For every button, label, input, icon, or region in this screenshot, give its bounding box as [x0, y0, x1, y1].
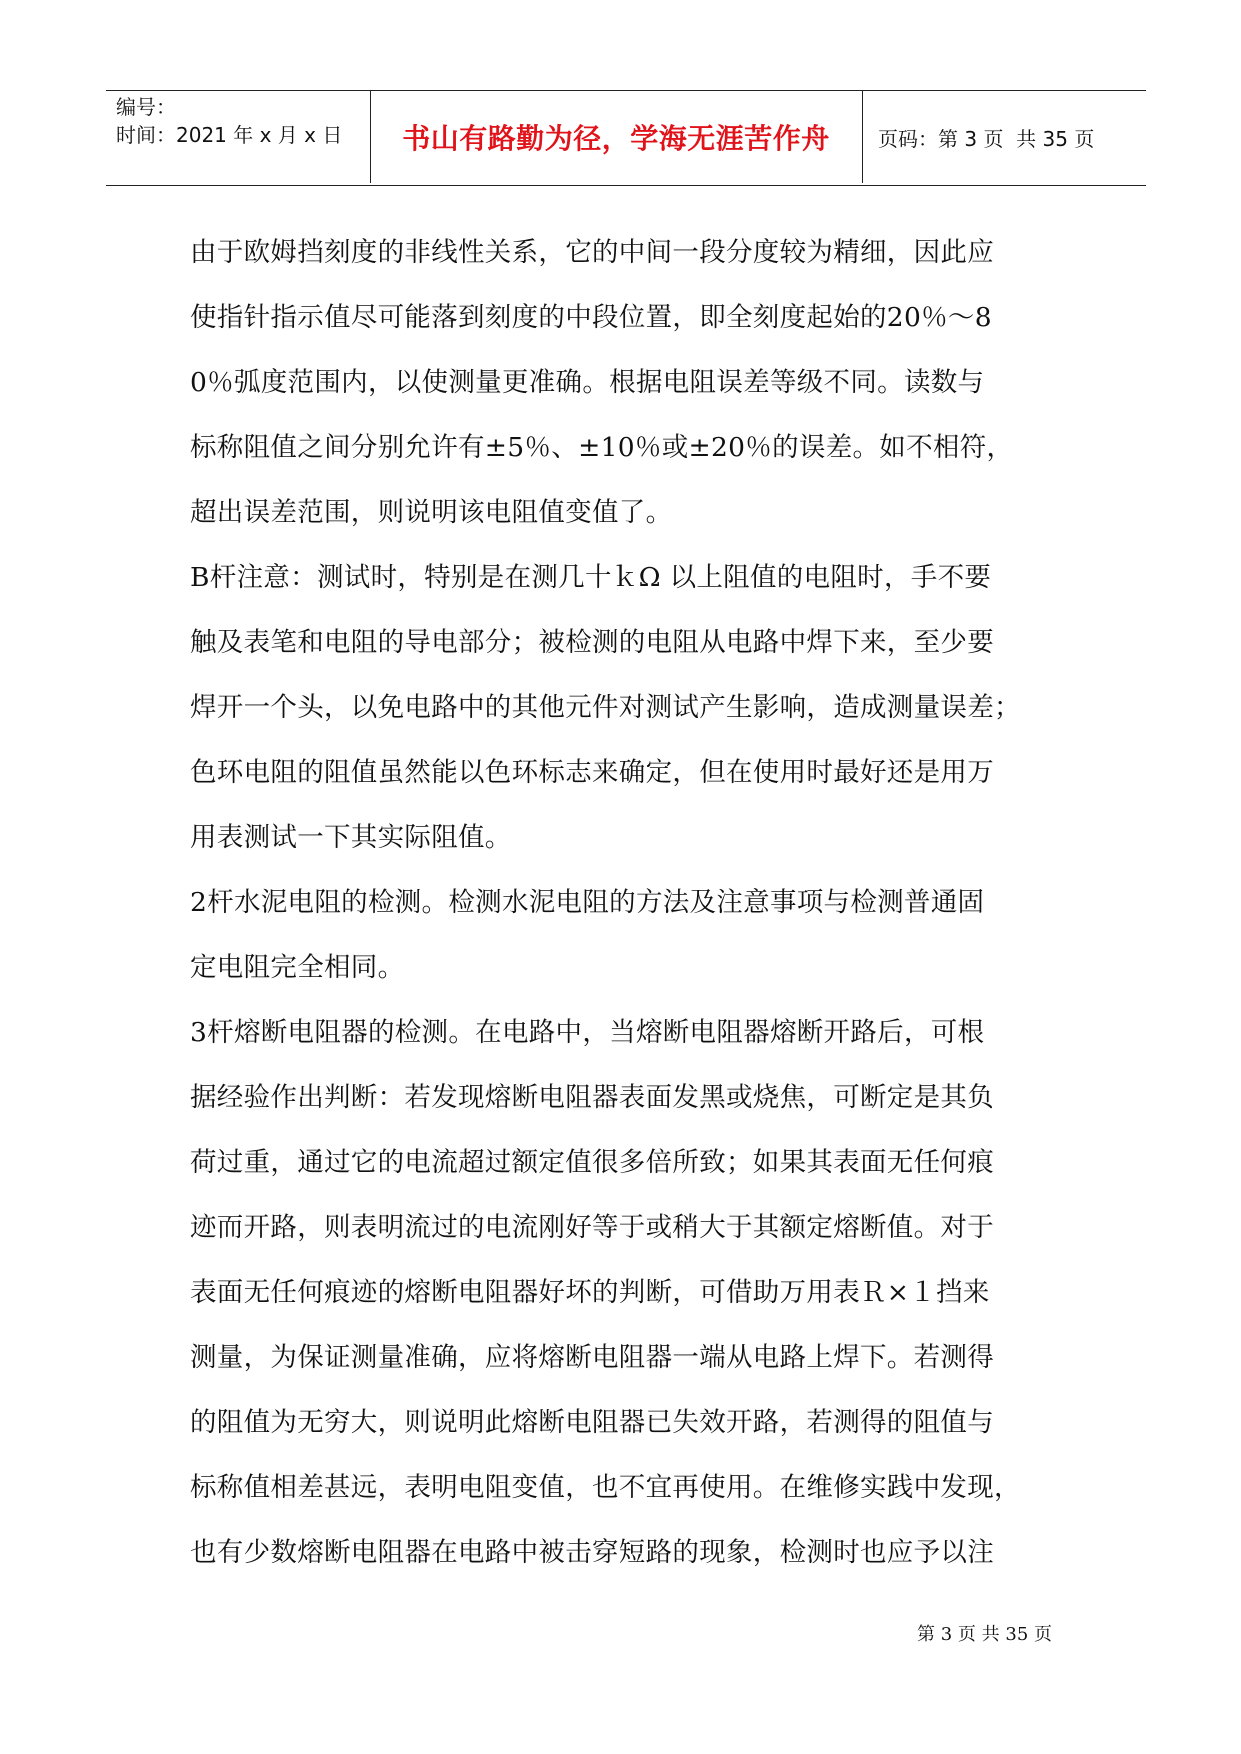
body-line: 色环电阻的阻值虽然能以色环标志来确定，但在使用时最好还是用万: [190, 757, 994, 788]
body-line: 也有少数熔断电阻器在电路中被击穿短路的现象，检测时也应予以注: [190, 1537, 994, 1568]
body-line: 3杆熔断电阻器的检测。在电路中，当熔断电阻器熔断开路后，可根: [190, 1017, 985, 1048]
document-time: 时间：2021 年 x 月 x 日: [116, 123, 343, 147]
header-divider: [862, 91, 863, 183]
body-line: 超出误差范围，则说明该电阻值变值了。: [190, 497, 673, 528]
document-number-label: 编号：: [116, 95, 176, 119]
page-footer: 第 3 页 共 35 页: [917, 1624, 1052, 1645]
body-line: 由于欧姆挡刻度的非线性关系，它的中间一段分度较为精细，因此应: [190, 237, 994, 268]
body-line: 据经验作出判断：若发现熔断电阻器表面发黑或烧焦，可断定是其负: [190, 1082, 994, 1113]
body-line: 标称阻值之间分别允许有±5％、±10％或±20％的误差。如不相符，: [190, 432, 1014, 463]
body-line: 焊开一个头，以免电路中的其他元件对测试产生影响，造成测量误差；: [190, 692, 1021, 723]
header-motto: 书山有路勤为径，学海无涯苦作舟: [402, 122, 830, 155]
page-header: [106, 90, 1146, 186]
body-line: 表面无任何痕迹的熔断电阻器好坏的判断，可借助万用表Ｒ×１挡来: [190, 1277, 990, 1308]
body-line: 荷过重，通过它的电流超过额定值很多倍所致；如果其表面无任何痕: [190, 1147, 994, 1178]
body-line: 触及表笔和电阻的导电部分；被检测的电阻从电路中焊下来，至少要: [190, 627, 994, 658]
body-line: 的阻值为无穷大，则说明此熔断电阻器已失效开路，若测得的阻值与: [190, 1407, 994, 1438]
document-body: [190, 220, 1070, 1585]
body-line: 2杆水泥电阻的检测。检测水泥电阻的方法及注意事项与检测普通固: [190, 887, 985, 918]
body-line: B杆注意：测试时，特别是在测几十ｋΩ 以上阻值的电阻时，手不要: [190, 562, 992, 593]
body-line: 测量，为保证测量准确，应将熔断电阻器一端从电路上焊下。若测得: [190, 1342, 994, 1373]
body-line: 用表测试一下其实际阻值。: [190, 822, 512, 853]
body-line: 标称值相差甚远，表明电阻变值，也不宜再使用。在维修实践中发现，: [190, 1472, 1021, 1503]
body-line: 迹而开路，则表明流过的电流刚好等于或稍大于其额定熔断值。对于: [190, 1212, 994, 1243]
body-line: 使指针指示值尽可能落到刻度的中段位置，即全刻度起始的20％～8: [190, 302, 992, 333]
body-line: 0％弧度范围内，以使测量更准确。根据电阻误差等级不同。读数与: [190, 367, 985, 398]
body-line: 定电阻完全相同。: [190, 952, 405, 983]
header-page-info: 页码：第 3 页 共 35 页: [878, 126, 1095, 151]
header-meta: [116, 93, 371, 183]
